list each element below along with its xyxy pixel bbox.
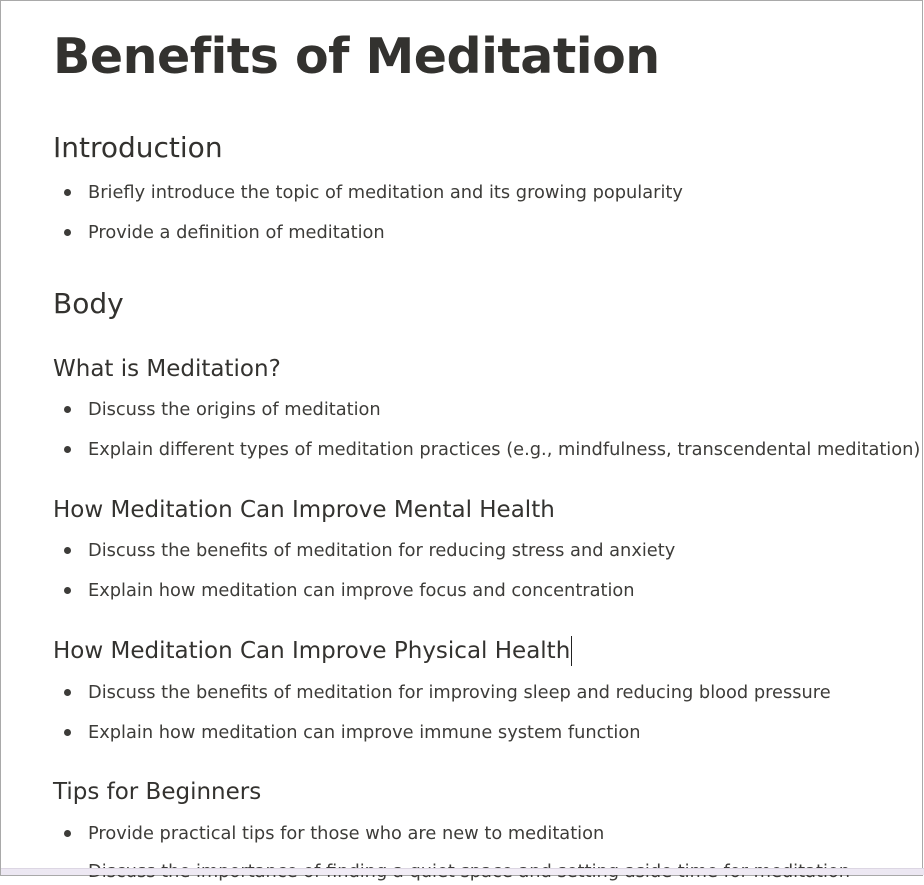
bullet-icon — [64, 830, 71, 837]
bottom-status-bar — [1, 868, 924, 875]
heading-physical-health[interactable]: How Meditation Can Improve Physical Health — [53, 638, 571, 664]
heading-tips-for-beginners[interactable]: Tips for Beginners — [53, 779, 262, 805]
heading-introduction[interactable]: Introduction — [53, 131, 223, 164]
list-item-text: Explain different types of meditation practices (e.g., mindfulness, transcendental meditation) — [88, 439, 921, 460]
text-cursor — [571, 636, 572, 666]
bullet-icon — [64, 689, 71, 696]
heading-what-is-meditation[interactable]: What is Meditation? — [53, 356, 281, 382]
list-item-text: Discuss the origins of meditation — [88, 399, 381, 420]
bullet-icon — [64, 189, 71, 196]
bullet-icon — [64, 229, 71, 236]
list-item-text: Provide a definition of meditation — [88, 222, 385, 243]
heading-mental-health[interactable]: How Meditation Can Improve Mental Health — [53, 497, 555, 523]
list-item-text: Discuss the benefits of meditation for improving sleep and reducing blood pressure — [88, 682, 831, 703]
list-item-text: Explain how meditation can improve focus and concentration — [88, 580, 635, 601]
bullet-icon — [64, 729, 71, 736]
bullet-icon — [64, 406, 71, 413]
list-item-text: Provide practical tips for those who are new to meditation — [88, 823, 605, 844]
list-item-text: Explain how meditation can improve immune system function — [88, 722, 641, 743]
document-title[interactable]: Benefits of Meditation — [53, 28, 660, 85]
heading-physical-health-row[interactable] — [53, 636, 572, 666]
list-item-text: Discuss the benefits of meditation for reducing stress and anxiety — [88, 540, 676, 561]
heading-body[interactable]: Body — [53, 287, 124, 320]
bullet-icon — [64, 547, 71, 554]
list-item-text: Briefly introduce the topic of meditation and its growing popularity — [88, 182, 683, 203]
bullet-icon — [64, 446, 71, 453]
bullet-icon — [64, 587, 71, 594]
